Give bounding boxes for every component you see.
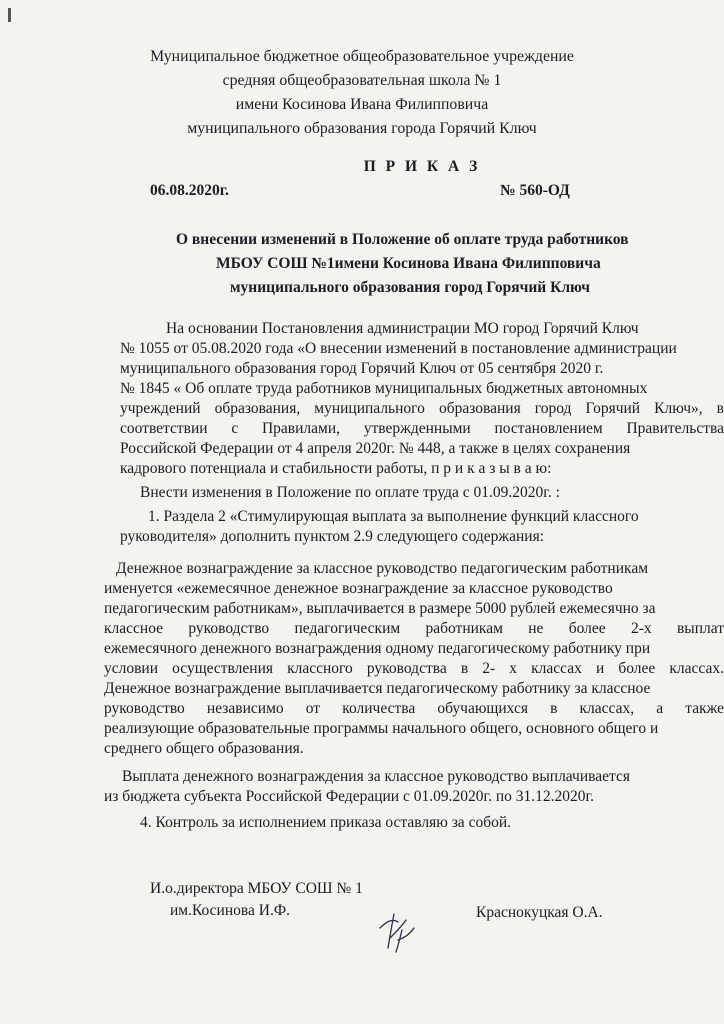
preamble-line: На основании Постановления администрации МО город Горячий Ключ [166,320,639,337]
body-line: именуется «ежемесячное денежное вознаграждение за классное руководство [104,580,613,597]
preamble-line: № 1055 от 05.08.2020 года «О внесении изменений в постановление администрации [120,340,677,357]
scan-mark [8,8,11,22]
body-line: реализующие образовательные программы начального общего, основного общего и [104,720,659,737]
subject-line-3: муниципального образования город Горячий Ключ [230,279,591,296]
body-line: среднего общего образования. [104,740,304,757]
subject-line-1: О внесении изменений в Положение об оплате труда работников [176,231,629,248]
order-number: № 560-ОД [500,182,570,199]
handwritten-signature [376,908,418,956]
body-line: условии осуществления классного руководства в 2- х классах и более классах. [104,660,724,677]
preamble-line: учреждений образования, муниципального образования город Горячий Ключ», в [120,400,724,417]
preamble-line: Российской Федерации от 4 апреля 2020г. № 448, а также в целях сохранения [120,440,631,457]
body-line: руководство независимо от количества обучающихся в классах, а также [104,700,724,717]
order-title: П Р И К А З [363,158,481,175]
preamble-line: кадрового потенциала и стабильности работы, п р и к а з ы в а ю: [120,460,552,477]
org-name-line-4: муниципального образования города Горячий Ключ [187,120,537,137]
body-line: ежемесячного денежного вознаграждения одному педагогическому работнику при [104,640,651,657]
signer-name: Краснокуцкая О.А. [476,904,603,921]
body-line: классное руководство педагогическим работникам не более 2-х выплат [104,620,724,637]
subject-line-2: МБОУ СОШ №1имени Косинова Ивана Филипповича [216,255,601,272]
signer-title-2: им.Косинова И.Ф. [170,902,290,919]
org-name-line-1: Муниципальное бюджетное общеобразовательное учреждение [150,48,574,65]
item-4: 4. Контроль за исполнением приказа оставляю за собой. [140,814,512,831]
org-name-line-2: средняя общеобразовательная школа № 1 [222,72,502,89]
payment-line: Выплата денежного вознаграждения за классное руководство выплачивается [122,768,630,785]
body-line: Денежное вознаграждение за классное руководство педагогическим работникам [116,560,649,577]
payment-line: из бюджета субъекта Российской Федерации с 01.09.2020г. по 31.12.2020г. [104,788,594,805]
body-line: Денежное вознаграждение выплачивается педагогическому работнику за классное [104,680,651,697]
preamble-line: № 1845 « Об оплате труда работников муниципальных бюджетных автономных [120,380,648,397]
item-1-line: руководителя» дополнить пунктом 2.9 следующего содержания: [120,528,545,545]
item-1-line: 1. Раздела 2 «Стимулирующая выплата за выполнение функций классного [148,508,639,525]
body-line: педагогическим работникам», выплачивается в размере 5000 рублей ежемесячно за [104,600,656,617]
item-intro: Внести изменения в Положение по оплате труда с 01.09.2020г. : [140,484,560,501]
preamble-line: соответствии с Правилами, утвержденными постановлением Правительства [120,420,724,437]
org-name-line-3: имени Косинова Ивана Филипповича [235,96,489,113]
order-date: 06.08.2020г. [150,182,229,199]
signer-title: И.о.директора МБОУ СОШ № 1 [150,880,363,897]
preamble-line: муниципального образования город Горячий Ключ от 05 сентября 2020 г. [120,360,604,377]
